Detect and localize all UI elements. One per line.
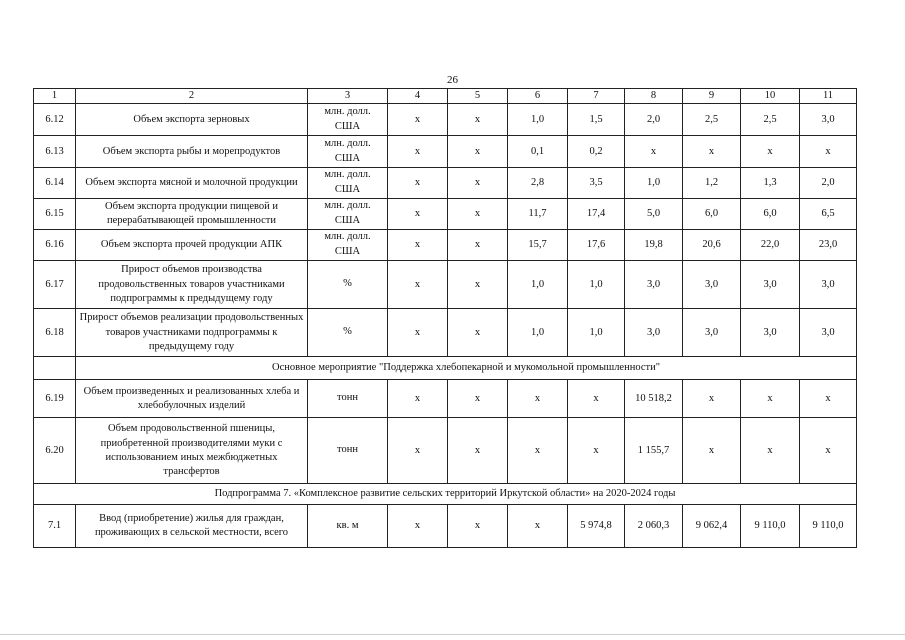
unit-of-measure: тонн (308, 380, 388, 418)
value-cell: 0,2 (568, 136, 625, 168)
row-number: 6.15 (34, 199, 76, 230)
value-cell: 3,0 (800, 309, 857, 357)
value-cell: 19,8 (625, 230, 683, 261)
value-cell: х (568, 380, 625, 418)
row-number: 6.13 (34, 136, 76, 168)
column-header: 11 (800, 89, 857, 104)
table-row (34, 136, 857, 168)
table-row (34, 261, 857, 309)
value-cell: х (448, 104, 508, 136)
value-cell: х (448, 505, 508, 548)
value-cell: х (508, 418, 568, 484)
value-cell: х (388, 136, 448, 168)
column-header: 5 (448, 89, 508, 104)
value-cell: х (683, 380, 741, 418)
value-cell: х (741, 380, 800, 418)
value-cell: 6,0 (741, 199, 800, 230)
column-header: 2 (76, 89, 308, 104)
row-number: 6.18 (34, 309, 76, 357)
value-cell: 3,0 (800, 104, 857, 136)
value-cell: х (800, 418, 857, 484)
indicator-name: Объем экспорта зерновых (76, 104, 308, 136)
value-cell: х (448, 136, 508, 168)
value-cell: х (388, 230, 448, 261)
value-cell: х (448, 168, 508, 199)
table-row (34, 380, 857, 418)
empty-cell (34, 357, 76, 380)
value-cell: 9 110,0 (800, 505, 857, 548)
value-cell: 9 062,4 (683, 505, 741, 548)
row-number: 6.14 (34, 168, 76, 199)
value-cell: 17,6 (568, 230, 625, 261)
value-cell: 3,0 (625, 261, 683, 309)
indicator-name: Объем экспорта мясной и молочной продукции (76, 168, 308, 199)
indicators-table (33, 88, 857, 548)
value-cell: х (683, 418, 741, 484)
value-cell: х (448, 380, 508, 418)
table-row (34, 505, 857, 548)
value-cell: х (388, 168, 448, 199)
value-cell: х (388, 309, 448, 357)
value-cell: х (388, 418, 448, 484)
value-cell: 2,0 (625, 104, 683, 136)
table-row (34, 104, 857, 136)
value-cell: х (448, 418, 508, 484)
indicator-name: Ввод (приобретение) жилья для граждан, проживающих в сельской местности, всего (76, 505, 308, 548)
column-header: 8 (625, 89, 683, 104)
value-cell: 17,4 (568, 199, 625, 230)
table-row (34, 230, 857, 261)
value-cell: 11,7 (508, 199, 568, 230)
value-cell: 1,0 (508, 309, 568, 357)
column-header: 3 (308, 89, 388, 104)
value-cell: 1 155,7 (625, 418, 683, 484)
value-cell: 10 518,2 (625, 380, 683, 418)
row-number: 6.19 (34, 380, 76, 418)
value-cell: х (625, 136, 683, 168)
value-cell: х (508, 505, 568, 548)
value-cell: 3,0 (683, 309, 741, 357)
value-cell: х (388, 104, 448, 136)
value-cell: 2,5 (741, 104, 800, 136)
value-cell: х (388, 261, 448, 309)
value-cell: 3,5 (568, 168, 625, 199)
value-cell: 1,0 (568, 261, 625, 309)
value-cell: 23,0 (800, 230, 857, 261)
value-cell: 6,0 (683, 199, 741, 230)
value-cell: х (448, 199, 508, 230)
value-cell: 22,0 (741, 230, 800, 261)
value-cell: 0,1 (508, 136, 568, 168)
value-cell: 1,0 (625, 168, 683, 199)
column-header: 4 (388, 89, 448, 104)
value-cell: х (568, 418, 625, 484)
value-cell: 9 110,0 (741, 505, 800, 548)
value-cell: х (741, 136, 800, 168)
unit-of-measure: млн. долл. США (308, 136, 388, 168)
column-header: 1 (34, 89, 76, 104)
unit-of-measure: кв. м (308, 505, 388, 548)
page-number: 26 (447, 74, 458, 86)
value-cell: 2,5 (683, 104, 741, 136)
value-cell: х (800, 380, 857, 418)
value-cell: 3,0 (800, 261, 857, 309)
value-cell: 3,0 (741, 309, 800, 357)
table-row (34, 309, 857, 357)
column-header: 6 (508, 89, 568, 104)
indicator-name: Прирост объемов реализации продовольственных товаров участниками подпрограммы к предыдущему году (76, 309, 308, 357)
indicator-name: Объем произведенных и реализованных хлеба и хлебобулочных изделий (76, 380, 308, 418)
indicator-name: Прирост объемов производства продовольственных товаров участниками подпрограммы к предыдущему году (76, 261, 308, 309)
value-cell: 1,5 (568, 104, 625, 136)
table-row (34, 168, 857, 199)
value-cell: 3,0 (625, 309, 683, 357)
value-cell: х (448, 309, 508, 357)
table-row (34, 199, 857, 230)
section-heading: Основное мероприятие "Поддержка хлебопекарной и мукомольной промышленности" (76, 357, 857, 380)
value-cell: х (388, 380, 448, 418)
indicator-name: Объем экспорта продукции пищевой и перерабатывающей промышленности (76, 199, 308, 230)
value-cell: 1,2 (683, 168, 741, 199)
value-cell: 1,0 (508, 104, 568, 136)
value-cell: 3,0 (741, 261, 800, 309)
value-cell: х (388, 505, 448, 548)
value-cell: х (683, 136, 741, 168)
row-number: 6.16 (34, 230, 76, 261)
value-cell: 1,0 (568, 309, 625, 357)
table-row (34, 418, 857, 484)
value-cell: х (800, 136, 857, 168)
value-cell: 2 060,3 (625, 505, 683, 548)
value-cell: х (448, 230, 508, 261)
value-cell: 1,3 (741, 168, 800, 199)
scan-artifact-line (0, 634, 905, 635)
value-cell: 2,0 (800, 168, 857, 199)
value-cell: 6,5 (800, 199, 857, 230)
value-cell: 20,6 (683, 230, 741, 261)
value-cell: 5 974,8 (568, 505, 625, 548)
value-cell: х (388, 199, 448, 230)
row-number: 6.17 (34, 261, 76, 309)
unit-of-measure: млн. долл. США (308, 104, 388, 136)
value-cell: 5,0 (625, 199, 683, 230)
table-header-row (34, 89, 857, 104)
unit-of-measure: млн. долл. США (308, 230, 388, 261)
indicator-name: Объем продовольственной пшеницы, приобретенной производителями муки с использованием иных межбюджетных трансфертов (76, 418, 308, 484)
unit-of-measure: % (308, 309, 388, 357)
value-cell: 3,0 (683, 261, 741, 309)
value-cell: х (741, 418, 800, 484)
row-number: 7.1 (34, 505, 76, 548)
value-cell: 2,8 (508, 168, 568, 199)
subprogram-heading: Подпрограмма 7. «Комплексное развитие сельских территорий Иркутской области» на 2020-2024 годы (34, 484, 857, 505)
unit-of-measure: млн. долл. США (308, 199, 388, 230)
section-heading-row (34, 357, 857, 380)
value-cell: х (448, 261, 508, 309)
indicator-name: Объем экспорта рыбы и морепродуктов (76, 136, 308, 168)
subprogram-heading-row (34, 484, 857, 505)
column-header: 9 (683, 89, 741, 104)
row-number: 6.12 (34, 104, 76, 136)
column-header: 7 (568, 89, 625, 104)
indicator-name: Объем экспорта прочей продукции АПК (76, 230, 308, 261)
row-number: 6.20 (34, 418, 76, 484)
unit-of-measure: тонн (308, 418, 388, 484)
value-cell: х (508, 380, 568, 418)
unit-of-measure: млн. долл. США (308, 168, 388, 199)
column-header: 10 (741, 89, 800, 104)
unit-of-measure: % (308, 261, 388, 309)
value-cell: 1,0 (508, 261, 568, 309)
value-cell: 15,7 (508, 230, 568, 261)
